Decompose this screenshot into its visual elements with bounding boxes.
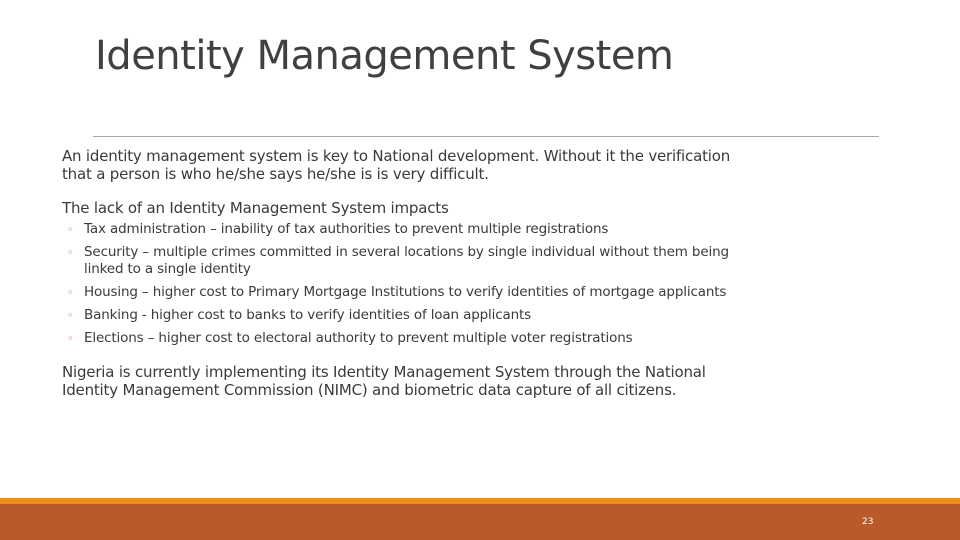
list-item-text: Tax administration – inability of tax authorities to prevent multiple registrations [84, 221, 609, 237]
list-item [62, 221, 742, 238]
list-item [62, 244, 742, 278]
bullet-circle-icon: ◦ [67, 223, 74, 236]
list-item-text: Housing – higher cost to Primary Mortgage Institutions to verify identities of mortgage applicants [84, 284, 727, 300]
list-item-text: Elections – higher cost to electoral authority to prevent multiple voter registrations [84, 330, 633, 346]
list-item [62, 330, 742, 347]
list-item [62, 307, 742, 324]
bullet-circle-icon: ◦ [67, 332, 74, 345]
intro-paragraph: An identity management system is key to National development. Without it the verification that a person is who he/she says he/she is is very difficult. [62, 147, 730, 183]
bullet-circle-icon: ◦ [67, 309, 74, 322]
bullet-circle-icon: ◦ [67, 286, 74, 299]
impacts-list [62, 221, 742, 347]
footer-bar [0, 504, 960, 540]
slide-title: Identity Management System [95, 33, 674, 79]
list-item-text: Banking - higher cost to banks to verify identities of loan applicants [84, 307, 532, 323]
closing-paragraph: Nigeria is currently implementing its Identity Management System through the National Identity Management Commission (NIMC) and biometric data capture of all citizens. [62, 363, 706, 399]
slide-body [62, 147, 742, 399]
list-item [62, 284, 742, 301]
bullet-circle-icon: ◦ [67, 246, 74, 259]
title-divider [93, 136, 879, 137]
page-number: 23 [862, 517, 874, 527]
list-item-text: Security – multiple crimes committed in several locations by single individual without them being linked to a single identity [84, 244, 729, 277]
impacts-heading: The lack of an Identity Management System impacts [62, 199, 449, 217]
